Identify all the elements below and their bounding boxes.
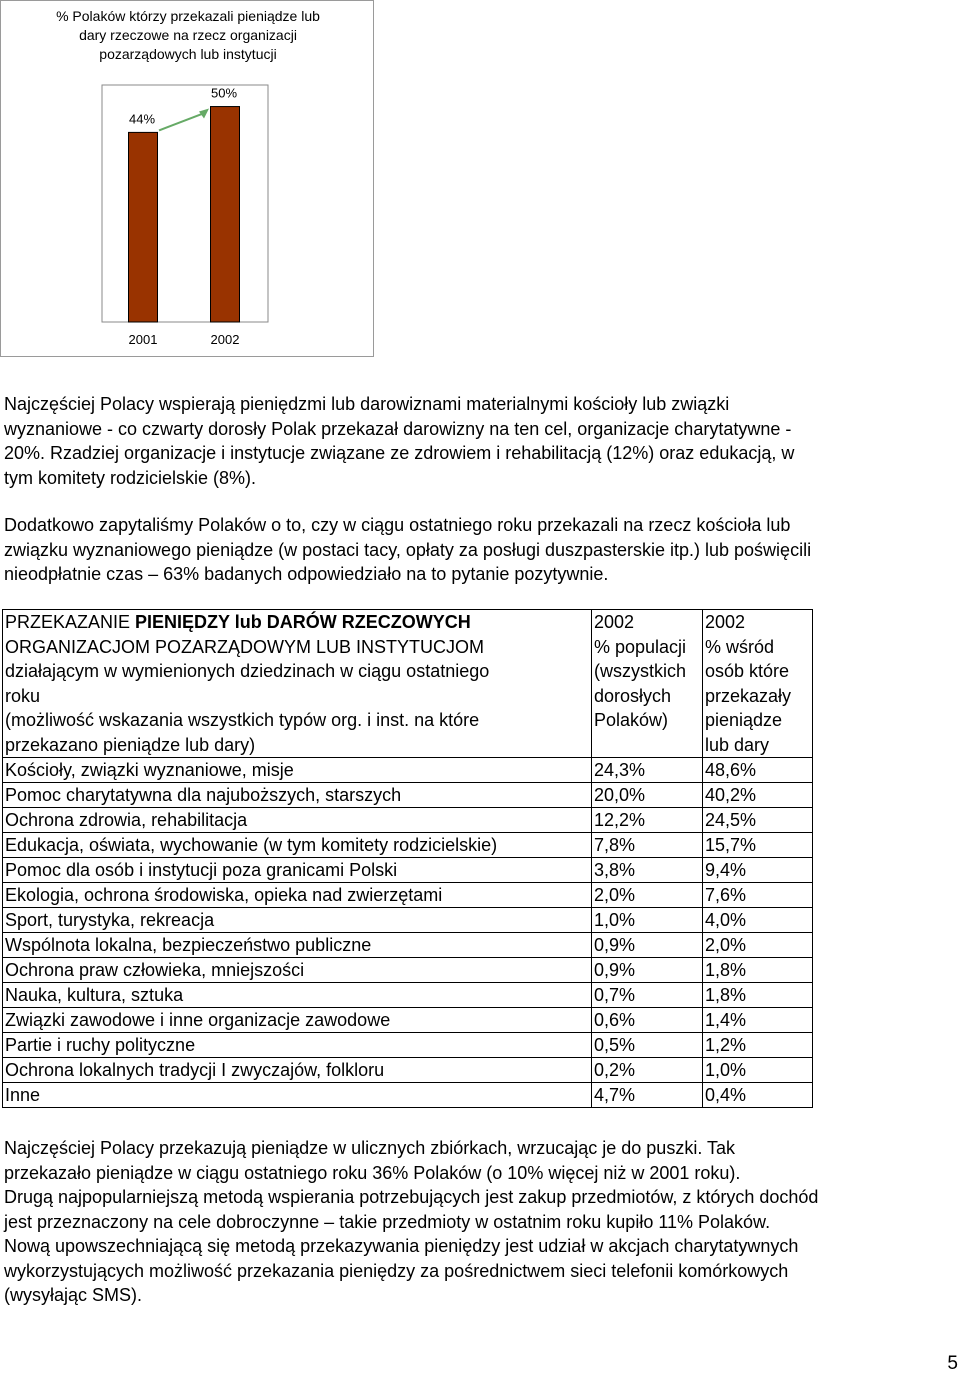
cell-donors: 15,7% <box>703 833 813 858</box>
text-line: wykorzystujących możliwość przekazania pieniędzy za pośrednictwem sieci telefonii komórkowych <box>4 1260 789 1281</box>
cell-donors: 48,6% <box>703 758 813 783</box>
cell-population: 0,9% <box>592 958 703 983</box>
cell-population: 0,7% <box>592 983 703 1008</box>
table-row <box>3 858 813 883</box>
text-line: Najczęściej Polacy przekazują pieniądze w ulicznych zbiórkach, wrzucając je do puszki. Tak <box>4 1138 736 1158</box>
text-line: Nową upowszechniającą się metodą przekazywania pieniędzy jest udział w akcjach charytatywnych <box>4 1236 799 1256</box>
cell-donors: 9,4% <box>703 858 813 883</box>
cell-population: 2,0% <box>592 883 703 908</box>
text-line: przekazało pieniądze w ciągu ostatniego roku 36% Polaków (o 10% więcej niż w 2001 roku). <box>4 1162 741 1183</box>
cell-population: 24,3% <box>592 758 703 783</box>
page-number: 5 <box>947 1353 958 1374</box>
cell-population: 7,8% <box>592 833 703 858</box>
table-row <box>3 758 813 783</box>
bar-chart <box>1 1 375 358</box>
chart-container <box>0 0 374 357</box>
table-row <box>3 1033 813 1058</box>
cell-donors: 2,0% <box>703 933 813 958</box>
cell-category: Partie i ruchy polityczne <box>3 1033 592 1058</box>
chart-title-line: % Polaków którzy przekazali pieniądze lub <box>56 8 320 24</box>
cell-category: Inne <box>3 1083 592 1108</box>
header-line: % wśród <box>705 636 775 657</box>
header-line: działającym w wymienionych dziedzinach w ciągu ostatniego <box>5 661 490 681</box>
header-line: osób które <box>705 661 790 681</box>
table-row <box>3 833 813 858</box>
cell-category: Ochrona praw człowieka, mniejszości <box>3 958 592 983</box>
cell-population: 1,0% <box>592 908 703 933</box>
bar-2001 <box>129 132 158 322</box>
header-line: 2002 <box>705 612 746 632</box>
text-line: Dodatkowo zapytaliśmy Polaków o to, czy w ciągu ostatniego roku przekazali na rzecz kościoła lub <box>4 515 791 535</box>
cell-donors: 1,2% <box>703 1033 813 1058</box>
text-line: jest przeznaczony na cele dobroczynne – takie przedmioty w ostatnim roku kupiło 11% Polaków. <box>4 1211 771 1232</box>
text-line: Drugą najpopularniejszą metodą wspierania potrzebujących jest zakup przedmiotów, z których dochód <box>4 1187 819 1207</box>
cell-donors: 0,4% <box>703 1083 813 1108</box>
cell-category: Sport, turystyka, rekreacja <box>3 908 592 933</box>
header-line: przekazały <box>705 685 792 706</box>
table-row <box>3 1058 813 1083</box>
cell-donors: 7,6% <box>703 883 813 908</box>
cell-donors: 40,2% <box>703 783 813 808</box>
header-line: roku <box>5 685 41 706</box>
cell-donors: 1,0% <box>703 1058 813 1083</box>
cell-category: Edukacja, oświata, wychowanie (w tym komitety rodzicielskie) <box>3 833 592 858</box>
header-line: 2002 <box>594 612 635 632</box>
cell-donors: 1,8% <box>703 958 813 983</box>
cell-category: Pomoc charytatywna dla najuboższych, starszych <box>3 783 592 808</box>
header-cell-donors <box>703 610 813 758</box>
header-line: Polaków) <box>594 710 669 730</box>
table-row <box>3 908 813 933</box>
header-cell-population <box>592 610 703 758</box>
bar-2002 <box>211 107 240 322</box>
header-line: lub dary <box>705 734 770 755</box>
paragraph-intro <box>4 392 956 490</box>
table-row <box>3 808 813 833</box>
header-line: % populacji <box>594 636 687 657</box>
cell-population: 12,2% <box>592 808 703 833</box>
data-label-2002: 50% <box>210 85 238 101</box>
text-line: (wysyłając SMS). <box>4 1285 143 1305</box>
header-line: ORGANIZACJOM POZARZĄDOWYM LUB INSTYTUCJOM <box>5 636 485 657</box>
x-tick-label-2002: 2002 <box>210 332 240 347</box>
cell-population: 20,0% <box>592 783 703 808</box>
table-row <box>3 1008 813 1033</box>
x-tick-label-2001: 2001 <box>128 332 158 347</box>
cell-donors: 1,8% <box>703 983 813 1008</box>
header-cell-category <box>3 610 592 758</box>
text-line: tym komitety rodzicielskie (8%). <box>4 467 257 488</box>
cell-population: 3,8% <box>592 858 703 883</box>
cell-category: Związki zawodowe i inne organizacje zawodowe <box>3 1008 592 1033</box>
cell-category: Ochrona zdrowia, rehabilitacja <box>3 808 592 833</box>
text-line: wyznaniowe - co czwarty dorosły Polak przekazał darowizny na ten cel, organizacje charytatywne - <box>4 418 792 439</box>
text-line: Najczęściej Polacy wspierają pieniędzmi lub darowiznami materialnymi kościoły lub związki <box>4 394 730 414</box>
header-line: pieniądze <box>705 710 783 730</box>
cell-category: Kościoły, związki wyznaniowe, misje <box>3 758 592 783</box>
header-line: dorosłych <box>594 685 672 706</box>
table-header-row <box>3 610 813 758</box>
header-line: (wszystkich <box>594 661 687 681</box>
cell-population: 0,9% <box>592 933 703 958</box>
paragraph-church <box>4 513 956 587</box>
cell-population: 4,7% <box>592 1083 703 1108</box>
cell-category: Pomoc dla osób i instytucji poza granicami Polski <box>3 858 592 883</box>
donations-table <box>2 609 813 1108</box>
cell-population: 0,5% <box>592 1033 703 1058</box>
table-row <box>3 958 813 983</box>
text-line: związku wyznaniowego pieniądze (w postaci tacy, opłaty za posługi duszpasterskie itp.) lub poświęcili <box>4 539 812 560</box>
table-row <box>3 1083 813 1108</box>
table-row <box>3 983 813 1008</box>
paragraph-methods <box>4 1136 956 1308</box>
table-row <box>3 783 813 808</box>
data-label-2001: 44% <box>128 111 156 127</box>
table-row <box>3 883 813 908</box>
cell-donors: 4,0% <box>703 908 813 933</box>
text-line: 20%. Rzadziej organizacje i instytucje związane ze zdrowiem i rehabilitacją (12%) oraz edukacją, w <box>4 443 795 463</box>
chart-title-line: dary rzeczowe na rzecz organizacji <box>79 27 297 43</box>
cell-donors: 1,4% <box>703 1008 813 1033</box>
header-bold: PIENIĘDZY lub DARÓW RZECZOWYCH <box>135 612 471 632</box>
cell-category: Ochrona lokalnych tradycji I zwyczajów, folkloru <box>3 1058 592 1083</box>
cell-population: 0,2% <box>592 1058 703 1083</box>
header-line: przekazano pieniądze lub dary) <box>5 734 256 755</box>
header-line <box>5 610 589 635</box>
cell-donors: 24,5% <box>703 808 813 833</box>
header-prefix: PRZEKAZANIE <box>5 612 136 632</box>
cell-category: Nauka, kultura, sztuka <box>3 983 592 1008</box>
cell-category: Wspólnota lokalna, bezpieczeństwo publiczne <box>3 933 592 958</box>
cell-population: 0,6% <box>592 1008 703 1033</box>
cell-category: Ekologia, ochrona środowiska, opieka nad zwierzętami <box>3 883 592 908</box>
table-row <box>3 933 813 958</box>
text-line: nieodpłatnie czas – 63% badanych odpowiedziało na to pytanie pozytywnie. <box>4 564 609 584</box>
chart-title-line: pozarządowych lub instytucji <box>99 46 277 62</box>
header-line: (możliwość wskazania wszystkich typów org. i inst. na które <box>5 710 480 730</box>
